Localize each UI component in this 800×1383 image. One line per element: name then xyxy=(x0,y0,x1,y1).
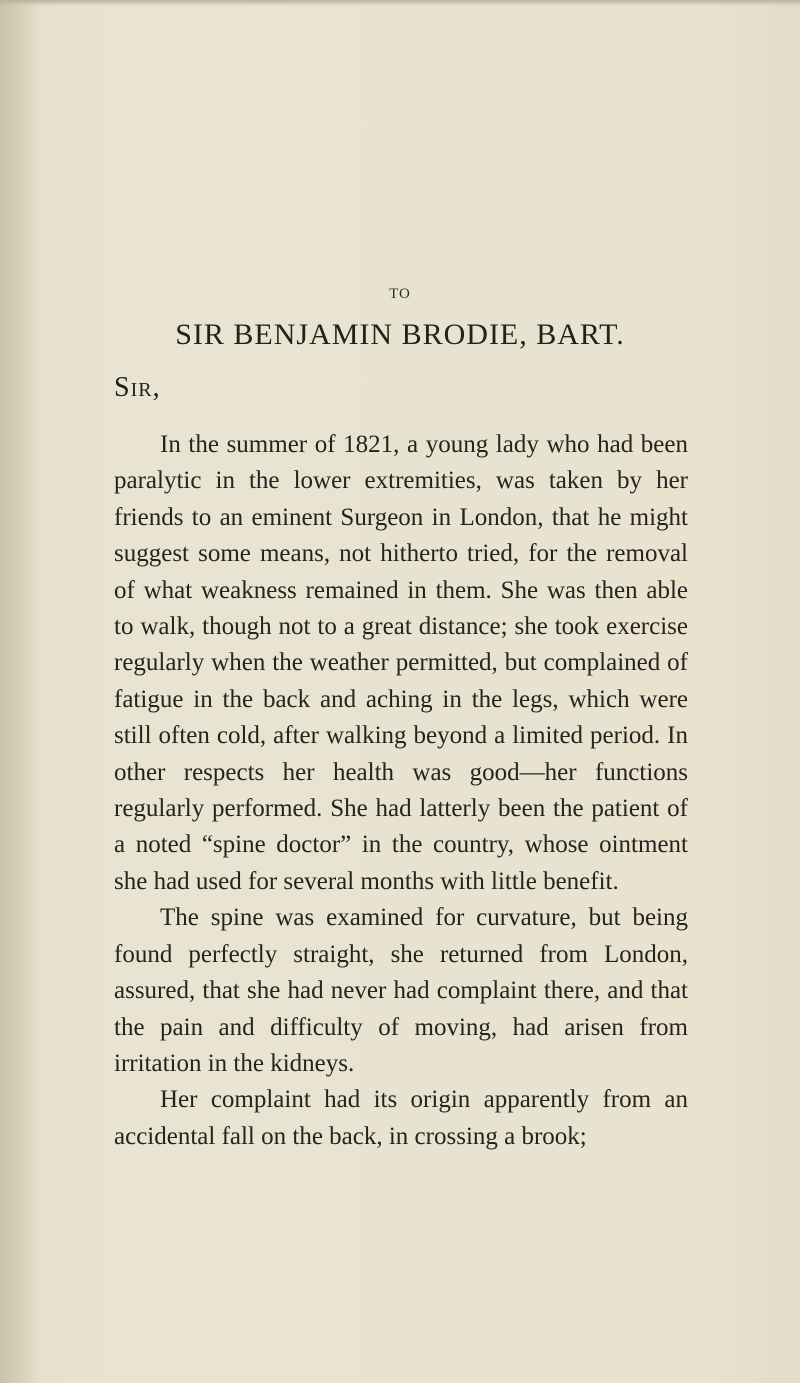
dedicatee-name: SIR BENJAMIN BRODIE, BART. xyxy=(175,318,625,351)
paragraph-1: In the summer of 1821, a young lady who had been paralytic in the lower extremities, was taken by her friends to an eminent Surgeon in London, that he might suggest some means, not hitherto tried, for the removal of what weakness remained in them. She was then able to walk, though not to a great distance; she took exercise regularly when the weather permitted, but complained of fatigue in the back and aching in the legs, which were still often cold, after walking beyond a limited period. In other respects her health was good—her functions regularly performed. She had latterly been the patient of a noted “spine doctor” in the country, whose ointment she had used for several months with little benefit. xyxy=(114,431,688,895)
paragraph-2: The spine was examined for curvature, but being found perfectly straight, she returned from London, assured, that she had never had complaint there, and that the pain and difficulty of moving, had arisen from irritation in the kidneys. xyxy=(114,904,688,1077)
letter-body xyxy=(114,427,688,1155)
salutation: Sir, xyxy=(114,372,161,403)
page-left-edge xyxy=(0,0,40,1383)
paragraph-3: Her complaint had its origin apparently from an accidental fall on the back, in crossing a brook; xyxy=(114,1086,688,1150)
dedication-to: TO xyxy=(389,286,411,302)
page-top-edge xyxy=(0,0,800,6)
